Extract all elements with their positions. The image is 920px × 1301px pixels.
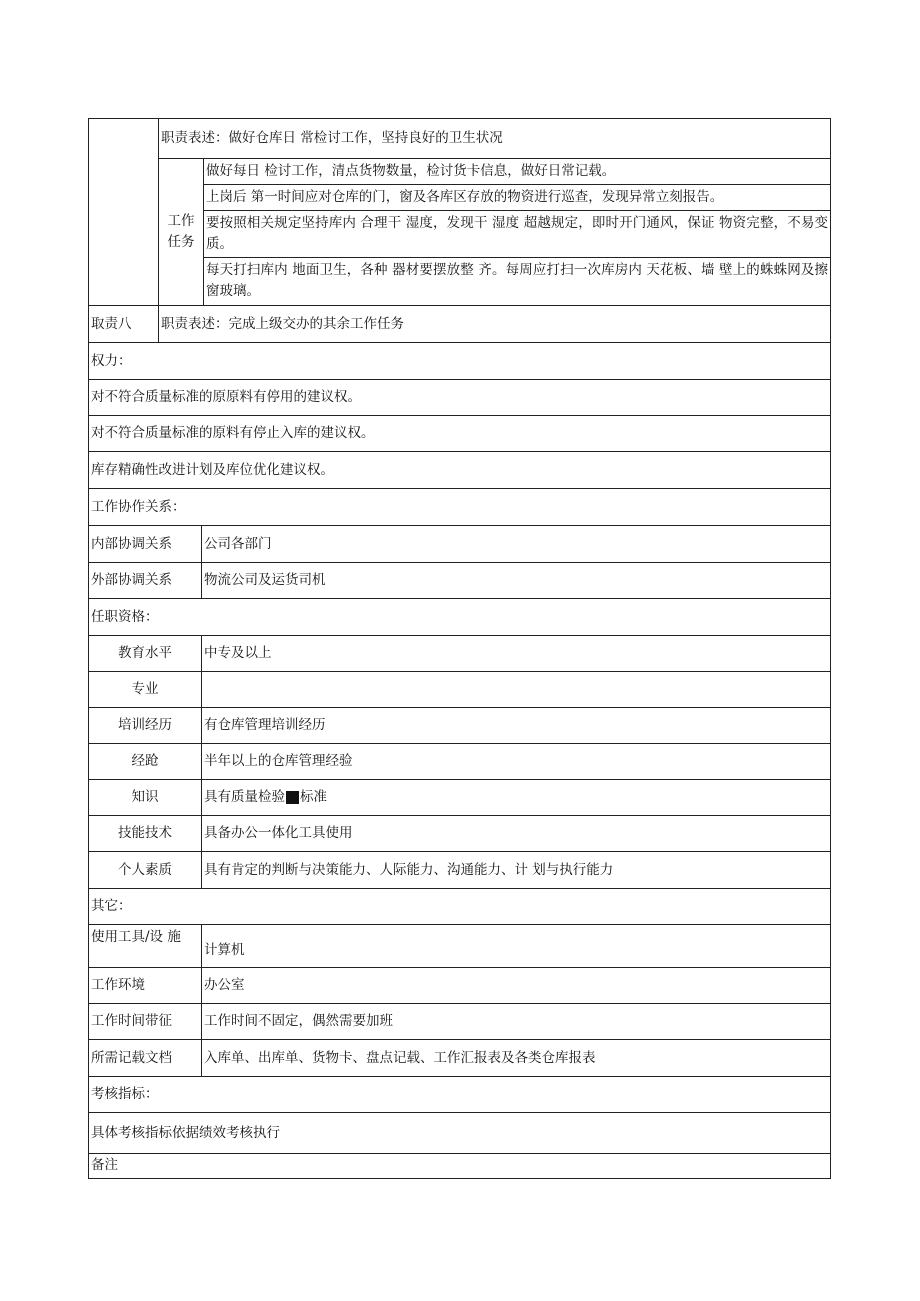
- power-item-row: [88, 416, 831, 452]
- assessment-heading: 考核指标：: [91, 1086, 159, 1102]
- duty-7-tasks: [159, 159, 830, 305]
- relations-heading: 工作协作关系：: [91, 498, 186, 515]
- qualification-label: 专业: [89, 672, 202, 707]
- knowledge-text-before: 具有质量检验: [204, 789, 285, 805]
- duty-7-label: [89, 119, 159, 305]
- qualification-row: [88, 708, 831, 744]
- other-row: [88, 1040, 831, 1077]
- qualification-label: 经跄: [89, 744, 202, 779]
- remarks-label: 备注: [91, 1157, 118, 1173]
- duty-7-block: [88, 118, 831, 306]
- other-value: 计算机: [204, 942, 245, 958]
- remarks-row: [88, 1154, 831, 1179]
- qualification-value: [202, 672, 830, 707]
- qualification-label: 个人素质: [89, 852, 202, 888]
- qualification-label: 技能技术: [89, 816, 202, 851]
- relation-row: [88, 563, 831, 599]
- duty-7-description: 职责表述：做好仓库日 常检讨工作，坚持良好的卫生状况: [159, 119, 830, 159]
- other-heading-row: [88, 889, 831, 925]
- power-heading-row: [88, 343, 831, 380]
- qualification-row: [88, 852, 831, 889]
- qualification-value: 中专及以上: [204, 645, 272, 661]
- qualification-value: 半年以上的仓库管理经验: [204, 753, 353, 769]
- qualification-row: [88, 744, 831, 780]
- task-item: 每天打扫库内 地面卫生，各种 器材要摆放整 齐。每周应打扫一次库房内 天花板、墙 壁上的蛛蛛网及擦窗玻璃。: [206, 262, 828, 299]
- other-label: 工作时间带征: [89, 1004, 202, 1039]
- qualification-row: [88, 816, 831, 852]
- qualification-value: [202, 780, 830, 815]
- duty-8-description: 职责表述：完成上级交办的其余工作任务: [161, 315, 404, 332]
- other-row: [88, 1004, 831, 1040]
- other-value: 入库单、出库单、货物卡、盘点记载、工作汇报表及各类仓库报表: [204, 1049, 596, 1066]
- task-item: 做好每日 检讨工作，清点货物数量，检讨货卡信息，做好日常记载。: [204, 159, 830, 185]
- duty-7-content: [159, 119, 830, 305]
- power-item: 库存精确性改进计划及库位优化建议权。: [91, 461, 334, 478]
- other-label: 使用工具/设 施: [89, 925, 202, 967]
- qualification-label: 教育水平: [89, 636, 202, 671]
- relation-label: 内部协调关系: [89, 526, 202, 562]
- other-row: [88, 968, 831, 1004]
- relation-label: 外部协调关系: [89, 563, 202, 598]
- task-label: 工作 任务: [159, 159, 204, 305]
- assessment-text: 具体考核指标依据绩效考核执行: [91, 1124, 280, 1141]
- power-heading: 权力：: [91, 352, 132, 369]
- qualification-label: 知识: [89, 780, 202, 815]
- other-value: 工作时间不固定，偶然需要加班: [204, 1013, 393, 1029]
- qualification-row: [88, 672, 831, 708]
- duty-8-row: [88, 306, 831, 343]
- black-square-mark: [286, 791, 299, 804]
- qualifications-heading: 任职资格：: [91, 608, 159, 625]
- task-list: [204, 159, 830, 305]
- power-item-row: [88, 452, 831, 489]
- other-label: 工作环境: [89, 968, 202, 1003]
- assessment-heading-row: [88, 1077, 831, 1113]
- qualification-label: 培训经历: [89, 708, 202, 743]
- qualification-value: 具备办公一体化工具使用: [204, 825, 353, 841]
- task-item: 上岗后 第一时间应对仓库的门，窗及各库区存放的物资进行巡查，发现异常立刻报告。: [204, 185, 830, 211]
- power-item: 对不符合质量标准的原料有停止入库的建议权。: [91, 425, 375, 441]
- relations-heading-row: [88, 489, 831, 526]
- qualification-value: 有仓库管理培训经历: [204, 717, 326, 733]
- assessment-row: [88, 1113, 831, 1154]
- knowledge-text-after: 标准: [300, 789, 327, 805]
- qualification-row: [88, 780, 831, 816]
- other-row: [88, 925, 831, 968]
- other-label: 所需记载文档: [89, 1040, 202, 1076]
- other-heading: 其它：: [91, 898, 132, 914]
- job-description-table: [88, 118, 831, 1179]
- qualification-value: 具有肯定的判断与决策能力、人际能力、沟通能力、计 划与执行能力: [204, 861, 614, 878]
- task-item: 要按照相关规定坚持库内 合理干 湿度，发现干 湿度 超越规定，即时开门通风，保证 物资完整，不易变质。: [204, 211, 830, 258]
- qualification-row: [88, 636, 831, 672]
- relation-value: 物流公司及运货司机: [204, 572, 326, 588]
- relation-value: 公司各部门: [204, 535, 272, 552]
- power-item: 对不符合质量标准的原原料有停用的建议权。: [91, 389, 361, 405]
- duty-8-label: 取责八: [89, 306, 159, 342]
- relation-row: [88, 526, 831, 563]
- power-item-row: [88, 380, 831, 416]
- qualifications-heading-row: [88, 599, 831, 636]
- other-value: 办公室: [204, 977, 245, 993]
